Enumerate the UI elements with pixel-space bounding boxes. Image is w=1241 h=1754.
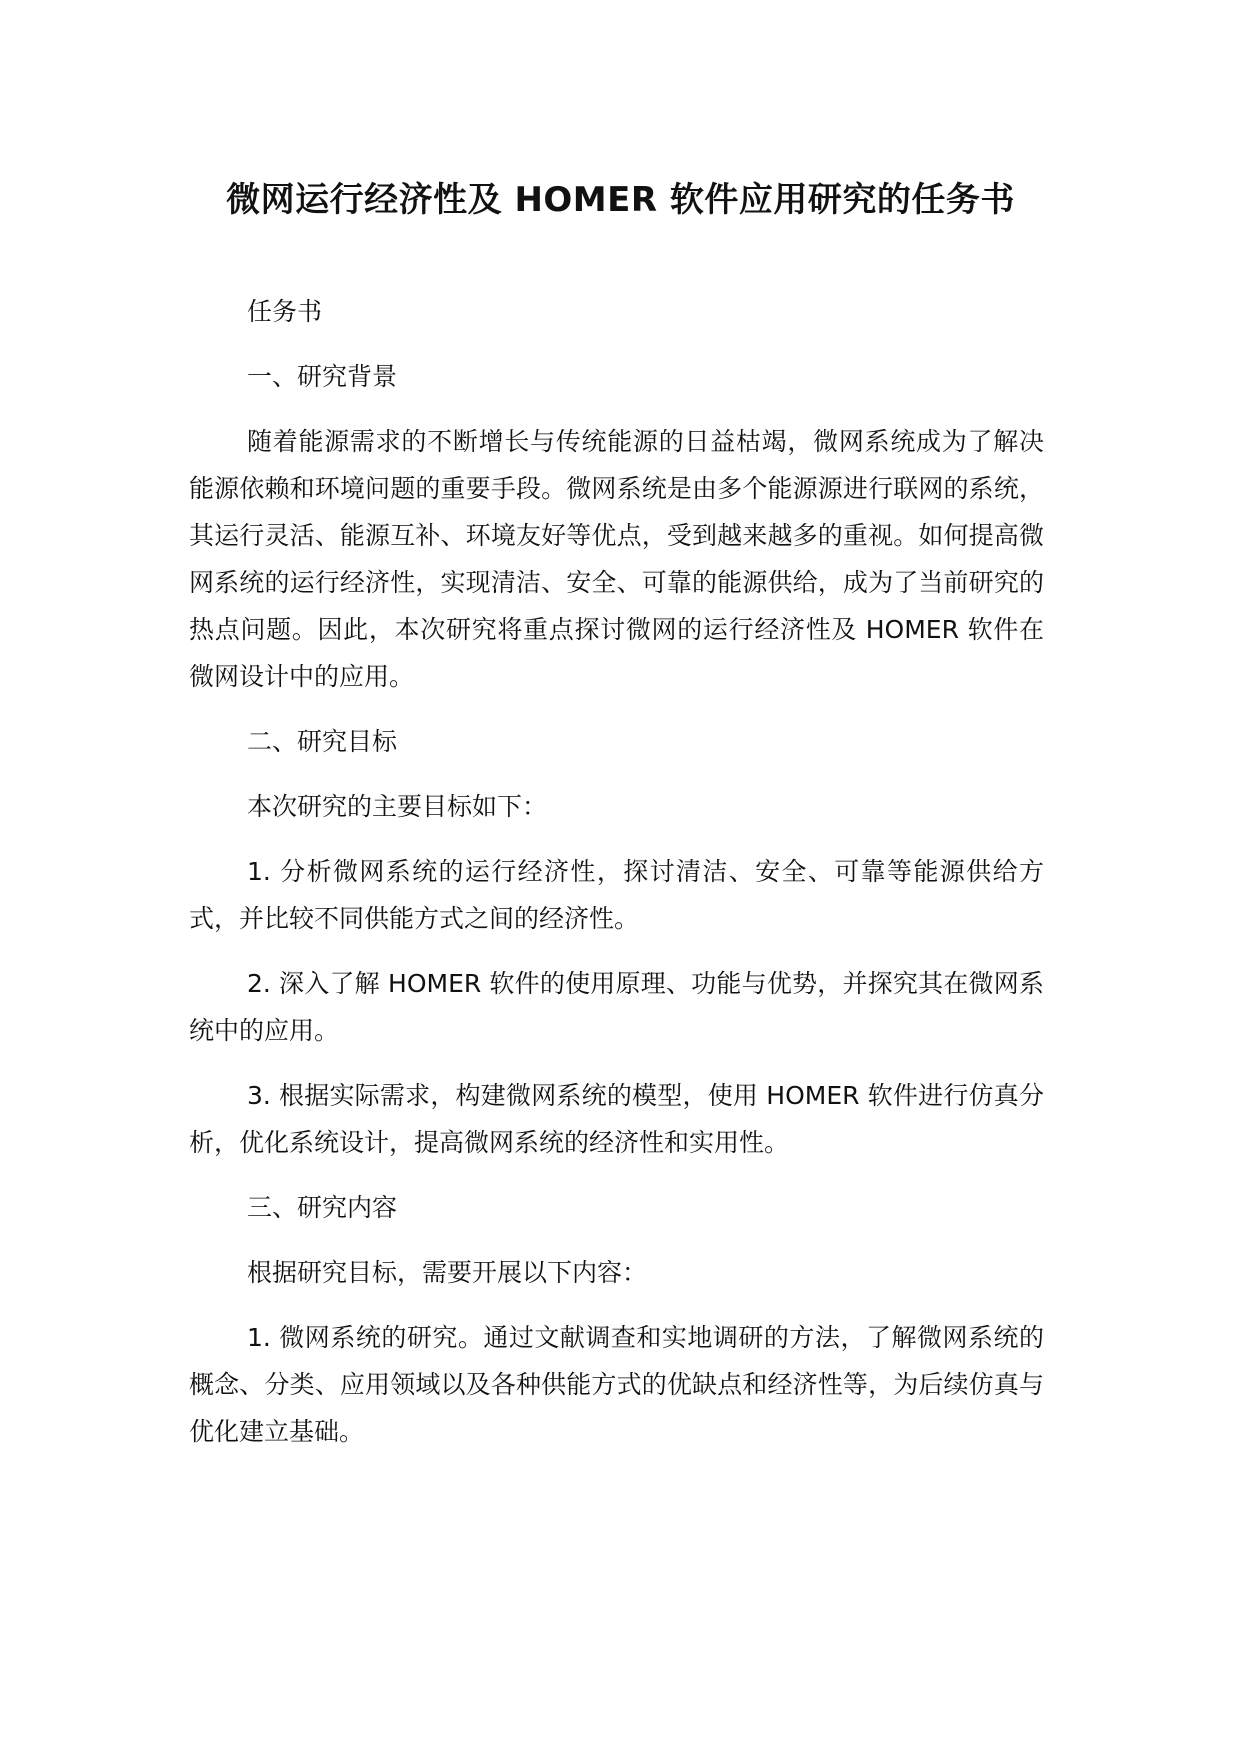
list-item-goal-3: 3. 根据实际需求，构建微网系统的模型，使用 HOMER 软件进行仿真分析，优化系统设计，提高微网系统的经济性和实用性。 <box>189 1081 1044 1157</box>
document-body <box>189 288 1044 1473</box>
section-heading-content: 三、研究内容 <box>247 1193 398 1222</box>
list-item-content-1: 1. 微网系统的研究。通过文献调查和实地调研的方法，了解微网系统的概念、分类、应用领域以及各种供能方式的优缺点和经济性等，为后续仿真与优化建立基础。 <box>189 1323 1044 1446</box>
list-item-goal-1: 1. 分析微网系统的运行经济性，探讨清洁、安全、可靠等能源供给方式，并比较不同供能方式之间的经济性。 <box>189 857 1044 933</box>
list-item-goal-2: 2. 深入了解 HOMER 软件的使用原理、功能与优势，并探究其在微网系统中的应用。 <box>189 969 1044 1045</box>
document-title: 微网运行经济性及 HOMER 软件应用研究的任务书 <box>226 180 1015 220</box>
paragraph-content-intro: 根据研究目标，需要开展以下内容： <box>247 1258 648 1287</box>
paragraph-task-book-label: 任务书 <box>247 297 323 326</box>
paragraph-background: 随着能源需求的不断增长与传统能源的日益枯竭，微网系统成为了解决能源依赖和环境问题的重要手段。微网系统是由多个能源源进行联网的系统，其运行灵活、能源互补、环境友好等优点，受到越来越多的重视。如何提高微网系统的运行经济性，实现清洁、安全、可靠的能源供给，成为了当前研究的热点问题。因此，本次研究将重点探讨微网的运行经济性及 HOMER 软件在微网设计中的应用。 <box>189 427 1044 691</box>
paragraph-goals-intro: 本次研究的主要目标如下： <box>247 792 548 821</box>
section-heading-background: 一、研究背景 <box>247 362 398 391</box>
section-heading-goals: 二、研究目标 <box>247 727 398 756</box>
